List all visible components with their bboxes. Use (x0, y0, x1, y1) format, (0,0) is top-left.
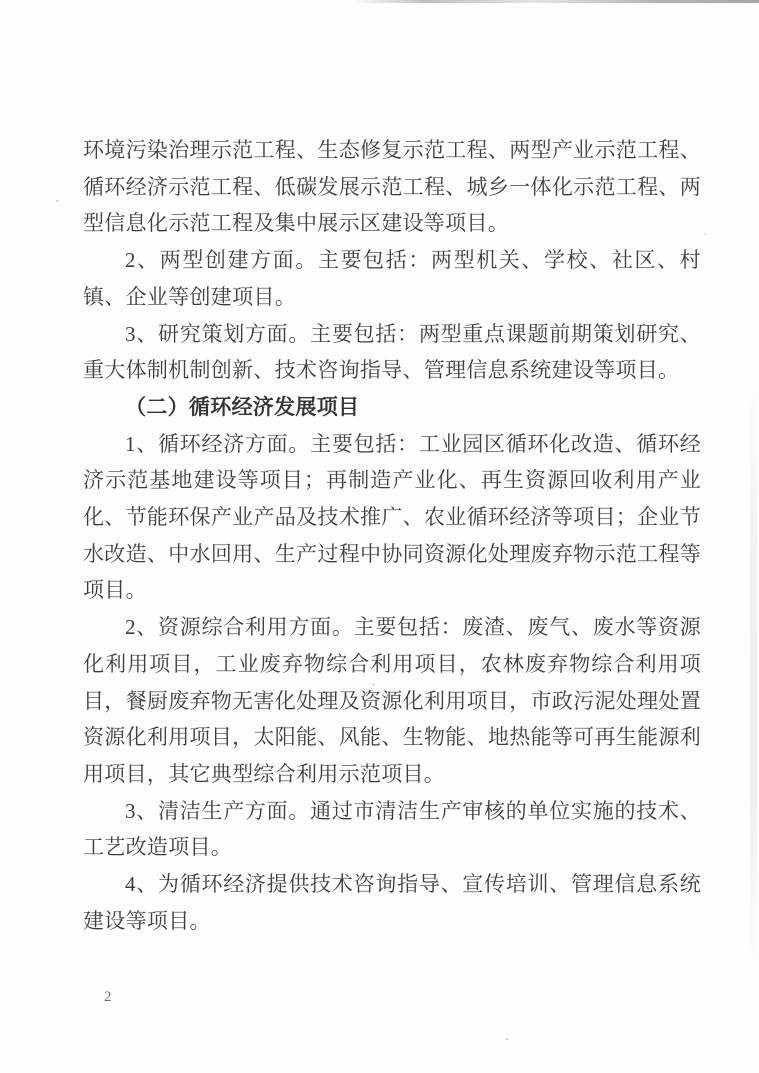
body-paragraph: 2、两型创建方面。主要包括：两型机关、学校、社区、村镇、企业等创建项目。 (83, 248, 701, 309)
body-paragraph: 3、研究策划方面。主要包括：两型重点课题前期策划研究、重大体制机制创新、技术咨询指导、管理信息系统建设等项目。 (83, 321, 701, 383)
body-paragraph-continuation: 环境污染治理示范工程、生态修复示范工程、两型产业示范工程、循环经济示范工程、低碳发展示范工程、城乡一体化示范工程、两型信息化示范工程及集中展示区建设等项目。 (83, 138, 701, 236)
document-body (83, 132, 701, 939)
scan-edge-artifact-right (750, 380, 757, 970)
body-paragraph: 1、循环经济方面。主要包括：工业园区循环化改造、循环经济示范基地建设等项目；再制造产业化、再生资源回收利用产业化、节能环保产业产品及技术推广、农业循环经济等项目；企业节水改造、中水回用、生产过程中协同资源化处理废弃物示范工程等项目。 (83, 431, 701, 603)
scan-speck (505, 1038, 509, 1040)
scan-speck (56, 200, 59, 202)
body-paragraph: 4、为循环经济提供技术咨询指导、宣传培训、管理信息系统建设等项目。 (83, 872, 701, 933)
section-heading: （二）循环经济发展项目 (125, 394, 360, 419)
body-paragraph: 2、资源综合利用方面。主要包括：废渣、废气、废水等资源化利用项目，工业废弃物综合利用项目，农林废弃物综合利用项目，餐厨废弃物无害化处理及资源化利用项目，市政污泥处理处置资源化利用项目，太阳能、风能、生物能、地热能等可再生能源利用项目，其它典型综合利用示范项目。 (83, 615, 701, 786)
body-paragraph: 3、清洁生产方面。通过市清洁生产审核的单位实施的技术、工艺改造项目。 (83, 798, 701, 860)
scan-edge-artifact-top (352, 0, 759, 3)
scan-speck (704, 233, 706, 235)
page-number: 2 (104, 989, 112, 1005)
